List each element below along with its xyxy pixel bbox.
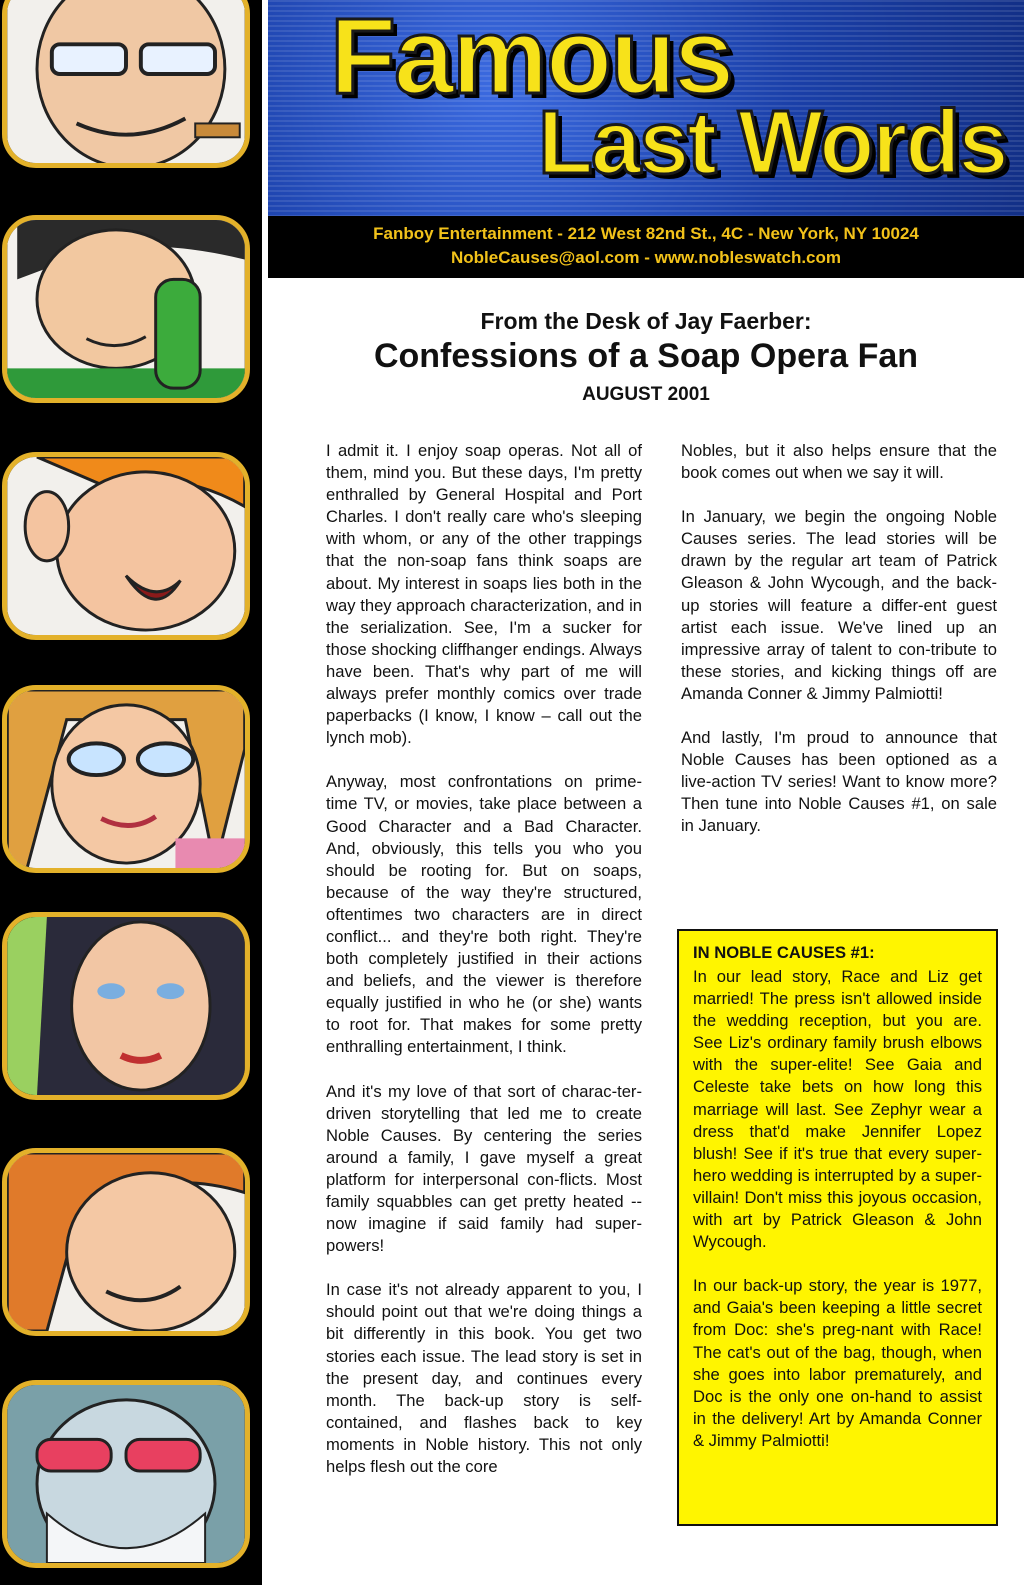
paragraph: In case it's not already apparent to you, I should point out that we're doing things a bit differently in this book. You get two stories each issue. The lead story is set in the present day, and continues every month. The back-up story is self-contained, and flashes back to key moments in Noble history. This not only helps flesh out the core (326, 1280, 642, 1477)
issue-preview-box (677, 929, 998, 1526)
paragraph: I admit it. I enjoy soap operas. Not all of them, mind you. But these days, I'm pretty enthralled by General Hospital and Port Charles. I don't really care who's sleeping with whom, or any of the other trappings that the non-soap fans think soaps are about. My interest in soaps lies both in the way they approach characterization, and in the serialization. See, I'm a sucker for those shocking cliffhanger endings. Always have been. That's why part of me will always prefer monthly comics over trade paperbacks (I know, I know – call out the lynch mob). (326, 441, 642, 748)
postal-address: Fanboy Entertainment - 212 West 82nd St., 4C - New York, NY 10024 (373, 224, 919, 243)
portrait-doc-elder-illustration (7, 1385, 245, 1563)
header-banner (268, 0, 1024, 216)
preview-box-title: IN NOBLE CAUSES #1: (693, 943, 875, 962)
paragraph: Nobles, but it also helps ensure that the book comes out when we say it will. (681, 441, 997, 483)
article-date: AUGUST 2001 (582, 384, 710, 405)
paragraph: And lastly, I'm proud to announce that Noble Causes has been optioned as a live-action TV series! Want to know more? Then tune into Noble Causes #1, on sale in January. (681, 728, 997, 836)
article-column-left (326, 440, 642, 1500)
paragraph: And it's my love of that sort of charac-ter-driven storytelling that led me to create Noble Causes. By centering the series around a family, I gave myself a great platform for interpersonal con-flicts. Most family squabbles can get pretty heated -- now imagine if said family had super-powers! (326, 1081, 642, 1256)
portrait-zephyr (2, 912, 250, 1100)
title-line-1: Famous (330, 0, 733, 116)
portrait-celeste (2, 215, 250, 403)
article-headline: Confessions of a Soap Opera Fan (373, 337, 919, 375)
portrait-zephyr-illustration (7, 917, 245, 1095)
preview-lead-story: In our lead story, Race and Liz get married! The press isn't allowed inside the wedding reception, but you are. See Liz's ordinary family brush elbows with the super-elite! See Gaia and Celeste take bets on how long this marriage will last. See Zephyr wear a dress that'd make Jennifer Lopez blush! See if it's true that every super-hero wedding is interrupted by a super-villain! Don't miss this joyous occasion, with art by Patrick Gleason & John Wycough. (693, 967, 982, 1252)
desk-byline: From the Desk of Jay Faerber: (480, 308, 812, 334)
portrait-doc (2, 0, 250, 168)
portrait-race-illustration (7, 457, 245, 635)
article-column-right (681, 440, 997, 860)
title-line-2: Last Words (538, 93, 1007, 193)
paragraph: In January, we begin the ongoing Noble Causes series. The lead stories will be drawn by the regular art team of Patrick Gleason & John Wycough, and the back-up stories will feature a differ-ent guest artist each issue. We've lined up an impressive array of talent to con-tribute to these stories, and kicking things off are Amanda Conner & Jimmy Palmiotti! (681, 507, 997, 703)
paragraph: Anyway, most confrontations on prime-time TV, or movies, take place between a Good Character and a Bad Character. And, obviously, this tells you who you should be rooting for. But on soaps, because of the way they're structured, oftentimes two characters are in direct conflict... and they're both right. They're both completely justified in their actions and beliefs, and the viewer is therefore equally justified in who he (or she) wants to root for. That makes for some pretty enthralling entertainment, I think. (326, 772, 642, 1057)
portrait-liz (2, 685, 250, 873)
portrait-celeste-illustration (7, 220, 245, 398)
preview-backup-story: In our back-up story, the year is 1977, and Gaia's been keeping a little secret from Doc: she's preg-nant with Race! The cat's out of the bag, though, when she goes into labor prematurely, and Doc is the only one on-hand to assist in the delivery! Art by Amanda Conner & Jimmy Palmiotti! (693, 1276, 982, 1450)
address-bar (268, 216, 1024, 278)
portrait-gaia-illustration (7, 1153, 245, 1331)
character-portrait-strip (0, 0, 262, 1585)
email-and-website: NobleCauses@aol.com - www.nobleswatch.com (450, 248, 842, 267)
portrait-doc-illustration (7, 0, 245, 163)
portrait-doc-elder (2, 1380, 250, 1568)
portrait-liz-illustration (7, 690, 245, 868)
portrait-gaia (2, 1148, 250, 1336)
portrait-race (2, 452, 250, 640)
